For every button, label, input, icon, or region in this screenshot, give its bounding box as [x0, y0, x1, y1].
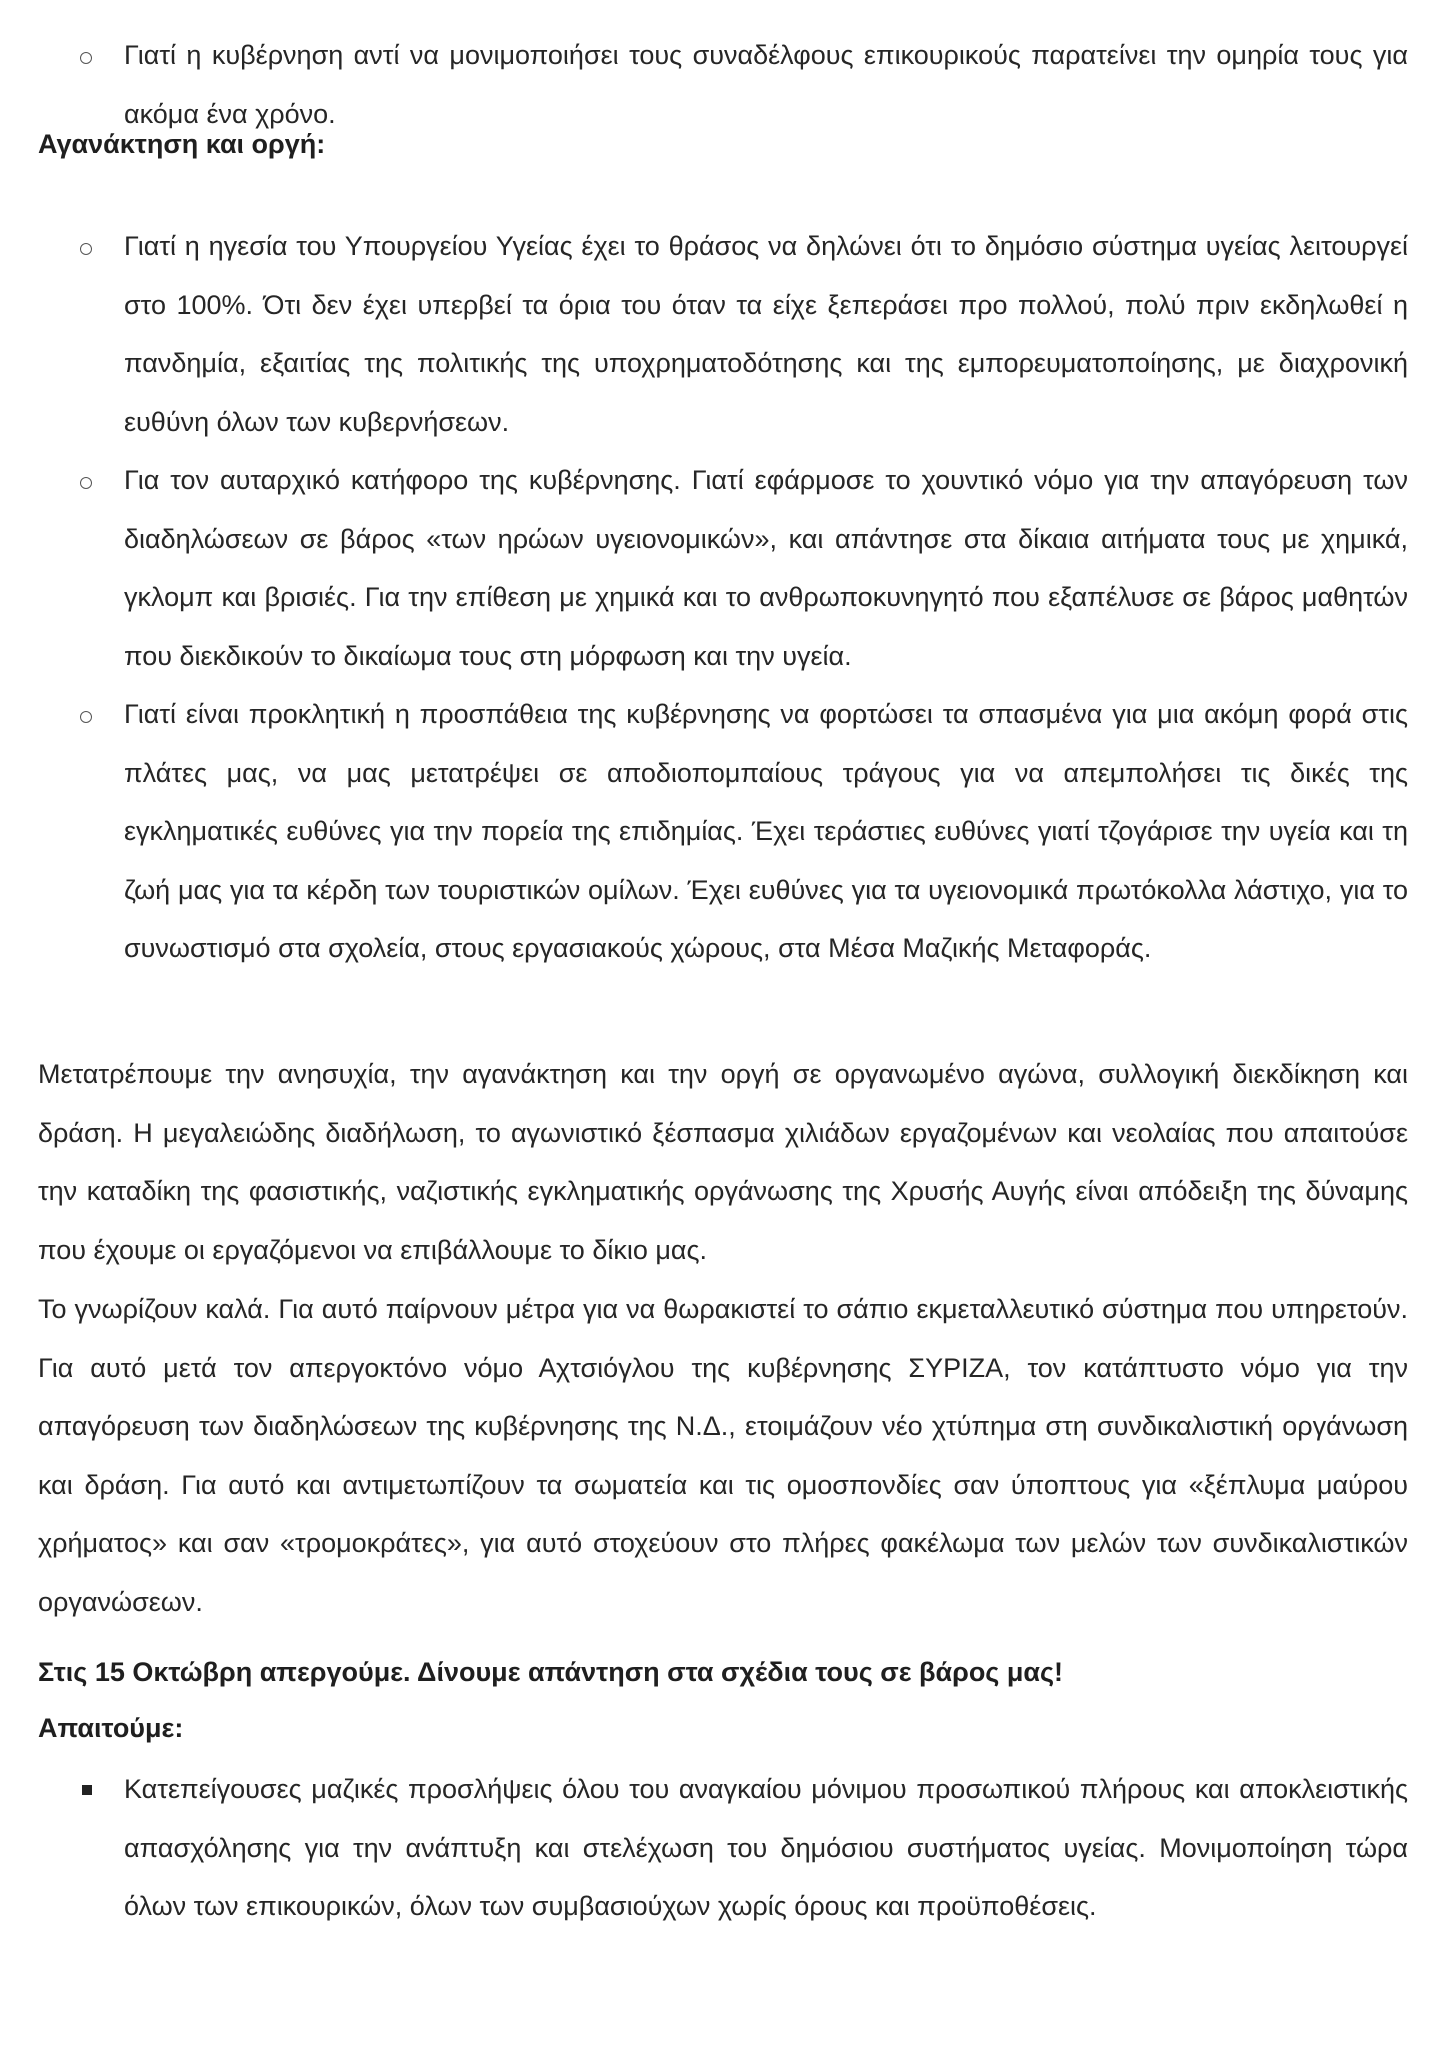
section-heading-anger: Αγανάκτηση και οργή: — [38, 129, 326, 159]
section-heading-demands: Απαιτούμε: — [38, 1713, 184, 1743]
circle-bullet-icon — [80, 711, 92, 723]
square-bullet-icon — [82, 1785, 92, 1795]
list-item: Για τον αυταρχικό κατήφορο της κυβέρνησης. Γιατί εφάρμοσε το χουντικό νόμο για την απαγόρευση των διαδηλώσεων σε βάρος «των ηρώων υγειονομικών», και απάντησε στα δίκαια αιτήματα τους με χημικά, γκλομπ και βρισιές. Για την επίθεση με χημικά και το ανθρωποκυνηγητό που εξαπέλυσε σε βάρος μαθητών που διεκδικούν το δικαίωμα τους στη μόρφωση και την υγεία. — [124, 465, 1408, 671]
body-paragraph-1: Μετατρέπουμε την ανησυχία, την αγανάκτηση και την οργή σε οργανωμένο αγώνα, συλλογική διεκδίκηση και δράση. Η μεγαλειώδης διαδήλωση, το αγωνιστικό ξέσπασμα χιλιάδων εργαζομένων και νεολαίας που απαιτούσε την καταδίκη της φασιστικής, ναζιστικής εγκληματικής οργάνωσης της Χρυσής Αυγής είναι απόδειξη της δύναμης που έχουμε οι εργαζόμενοι να επιβάλλουμε το δίκιο μας. — [38, 1059, 1408, 1265]
circle-bullet-icon — [80, 477, 92, 489]
circle-bullet-icon — [80, 243, 92, 255]
list-item: Γιατί η κυβέρνηση αντί να μονιμοποιήσει τους συναδέλφους επικουρικούς παρατείνει την ομηρία τους για ακόμα ένα χρόνο. — [124, 40, 1408, 129]
circle-bullet-icon — [80, 52, 92, 64]
strike-heading: Στις 15 Οκτώβρη απεργούμε. Δίνουμε απάντηση στα σχέδια τους σε βάρος μας! — [38, 1657, 1063, 1687]
list-item: Κατεπείγουσες μαζικές προσλήψεις όλου του αναγκαίου μόνιμου προσωπικού πλήρους και αποκλειστικής απασχόλησης για την ανάπτυξη και στελέχωση του δημόσιου συστήματος υγείας. Μονιμοποίηση τώρα όλων των επικουρικών, όλων των συμβασιούχων χωρίς όρους και προϋποθέσεις. — [124, 1774, 1408, 1921]
list-item: Γιατί είναι προκλητική η προσπάθεια της κυβέρνησης να φορτώσει τα σπασμένα για μια ακόμη φορά στις πλάτες μας, να μας μετατρέψει σε αποδιοπομπαίους τράγους για να απεμπολήσει τις δικές της εγκληματικές ευθύνες για την πορεία της επιδημίας. Έχει τεράστιες ευθύνες γιατί τζογάρισε την υγεία και τη ζωή μας για τα κέρδη των τουριστικών ομίλων. Έχει ευθύνες για τα υγειονομικά πρωτόκολλα λάστιχο, για το συνωστισμό στα σχολεία, στους εργασιακούς χώρους, στα Μέσα Μαζικής Μεταφοράς. — [124, 699, 1408, 963]
body-paragraph-2: Το γνωρίζουν καλά. Για αυτό παίρνουν μέτρα για να θωρακιστεί το σάπιο εκμεταλλευτικό σύστημα που υπηρετούν. Για αυτό μετά τον απεργοκτόνο νόμο Αχτσιόγλου της κυβέρνησης ΣΥΡΙΖΑ, τον κατάπτυστο νόμο για την απαγόρευση των διαδηλώσεων της κυβέρνησης της Ν.Δ., ετοιμάζουν νέο χτύπημα στη συνδικαλιστική οργάνωση και δράση. Για αυτό και αντιμετωπίζουν τα σωματεία και τις ομοσπονδίες σαν ύποπτους για «ξέπλυμα μαύρου χρήματος» και σαν «τρομοκράτες», για αυτό στοχεύουν στο πλήρες φακέλωμα των μελών των συνδικαλιστικών οργανώσεων. — [38, 1294, 1408, 1617]
list-item: Γιατί η ηγεσία του Υπουργείου Υγείας έχει το θράσος να δηλώνει ότι το δημόσιο σύστημα υγείας λειτουργεί στο 100%. Ότι δεν έχει υπερβεί τα όρια του όταν τα είχε ξεπεράσει προ πολλού, πολύ πριν εκδηλωθεί η πανδημία, εξαιτίας της πολιτικής της υποχρηματοδότησης και της εμπορευματοποίησης, με διαχρονική ευθύνη όλων των κυβερνήσεων. — [124, 231, 1408, 437]
